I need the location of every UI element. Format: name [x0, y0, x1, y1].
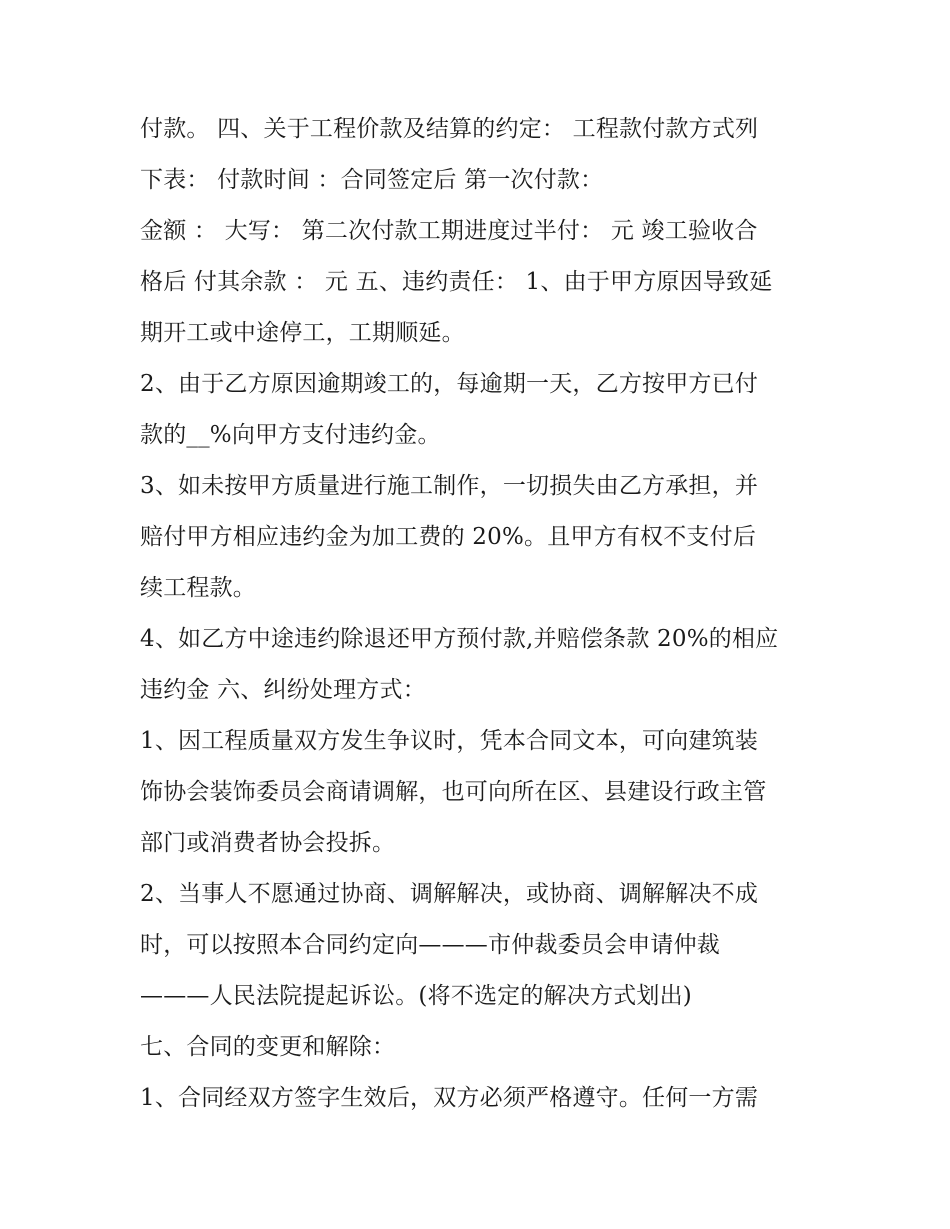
text-line: 下表： 付款时间 ：合同签定后 第一次付款：	[140, 167, 604, 193]
text-line: 2、由于乙方原因逾期竣工的，每逾期一天，乙方按甲方已付	[140, 371, 759, 397]
text-line: 期开工或中途停工，工期顺延。	[140, 320, 465, 346]
text-line: 格后 付其余款 ： 元 五、违约责任： 1、由于甲方原因导致延	[140, 269, 773, 295]
text-line: 违约金 六、纠纷处理方式：	[140, 677, 426, 703]
text-line: 1、合同经双方签字生效后，双方必须严格遵守。任何一方需	[140, 1085, 759, 1111]
document-body	[140, 104, 830, 1124]
text-line: ———人民法院提起诉讼。(将不选定的解决方式划出)	[140, 983, 692, 1009]
text-line: 部门或消费者协会投拆。	[140, 830, 396, 856]
text-line: 4、如乙方中途违约除退还甲方预付款,并赔偿条款 20%的相应	[140, 626, 779, 652]
text-line: 金额 ： 大写： 第二次付款工期进度过半付： 元 竣工验收合	[140, 218, 758, 244]
text-line: 付款。 四、关于工程价款及结算的约定： 工程款付款方式列	[140, 116, 759, 142]
text-line: 2、当事人不愿通过协商、调解解决，或协商、调解解决不成	[140, 881, 759, 907]
text-line: 3、如未按甲方质量进行施工制作，一切损失由乙方承担，并	[140, 473, 759, 499]
text-line: 赔付甲方相应违约金为加工费的 20%。且甲方有权不支付后	[140, 524, 757, 550]
text-line: 七、合同的变更和解除：	[140, 1034, 396, 1060]
text-line: 款的__%向甲方支付违约金。	[140, 422, 441, 448]
text-line: 1、因工程质量双方发生争议时，凭本合同文本，可向建筑装	[140, 728, 759, 754]
text-line: 续工程款。	[140, 575, 256, 601]
text-line: 时，可以按照本合同约定向———市仲裁委员会申请仲裁	[140, 932, 720, 958]
text-line: 饰协会装饰委员会商请调解，也可向所在区、县建设行政主管	[140, 779, 767, 805]
